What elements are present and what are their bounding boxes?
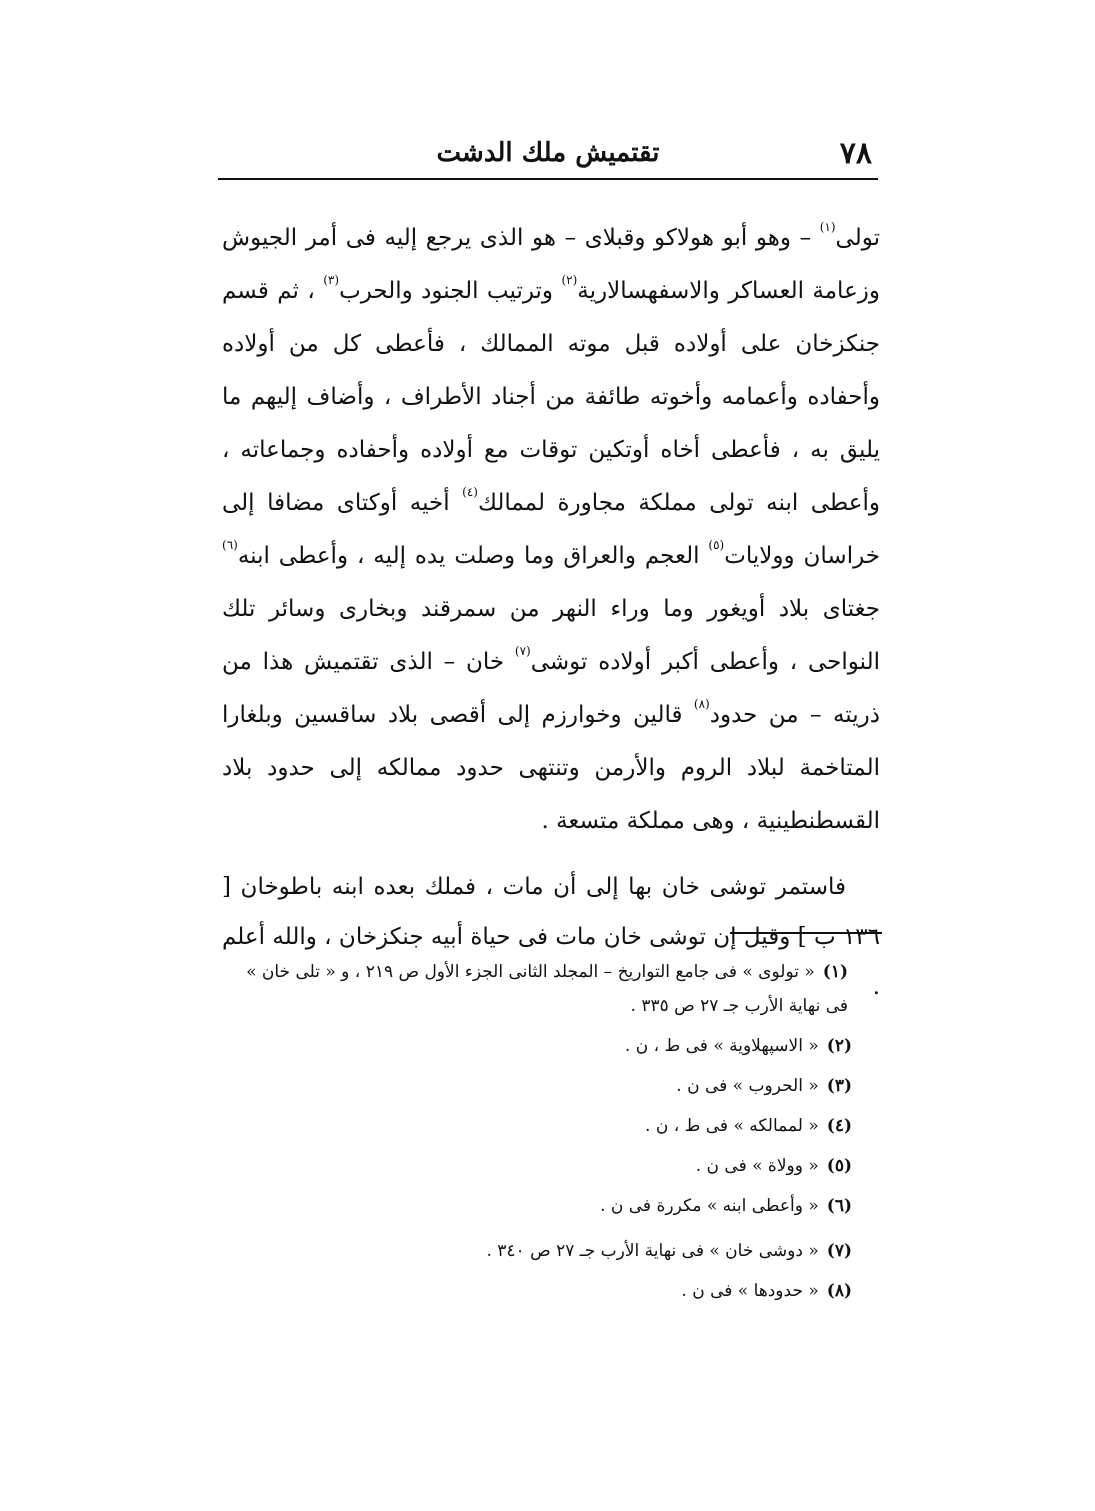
running-title: تقتميش ملك الدشت xyxy=(436,138,660,168)
footnote-ref-2: (٢) xyxy=(561,273,578,287)
main-text xyxy=(222,212,880,1012)
footnote-text: « دوشى خان » فى نهاية الأرب جـ ٢٧ ص ٣٤٠ . xyxy=(486,1241,819,1261)
footnote-text: « الحروب » فى ن . xyxy=(676,1076,819,1096)
footnote-ref-4: (٤) xyxy=(462,485,478,499)
footnote-number: (٧) xyxy=(826,1241,852,1261)
footnote-2 xyxy=(220,1031,882,1071)
footnote-text: « لممالكه » فى ط ، ن . xyxy=(645,1116,819,1136)
footnote-ref-5: (٥) xyxy=(708,538,725,552)
footnote-number: (٤) xyxy=(826,1116,852,1136)
footnote-text: « وولاة » فى ن . xyxy=(695,1156,819,1176)
footnote-ref-6: (٦) xyxy=(222,538,238,552)
footnote-text: « حدودها » فى ن . xyxy=(681,1281,819,1301)
text-segment: قالين وخوارزم إلى أقصى بلاد ساقسين وبلغارا المتاخمة لبلاد الروم والأرمن وتنتهى حدود ممالكه إلى حدود بلاد القسطنطينية ، وهى مملكة متسعة . xyxy=(222,702,880,834)
footnote-text: « الاسپهلاوية » فى ط ، ن . xyxy=(624,1036,819,1056)
page-number: ٧٨ xyxy=(839,136,872,171)
footnotes xyxy=(220,955,882,1316)
text-segment: تولى xyxy=(835,225,880,251)
footnote-ref-1: (١) xyxy=(819,220,836,234)
text-segment: جغتاى بلاد أويغور وما وراء النهر من سمرقند وبخارى وسائر تلك النواحى ، وأعطى أكبر أولاده توشى xyxy=(222,596,880,675)
footnote-4 xyxy=(220,1111,882,1151)
footnote-text: « تولوى » فى جامع التواريخ – المجلد الثانى الجزء الأول ص ٢١٩ ، و « تلى خان » فى نهاية الأرب جـ ٢٧ ص ٣٣٥ . xyxy=(246,962,848,1016)
footnote-6 xyxy=(220,1191,882,1231)
text-segment: ، ثم قسم جنكزخان على أولاده قبل موته الممالك ، فأعطى كل من أولاده وأحفاده وأعمامه وأخوته طائفة من أجناد الأطراف ، وأضاف إليهم ما يليق به ، فأعطى أخاه أوتكين توقات مع أولاده وأحفاده وجماعاته ، وأعطى ابنه تولى مملكة مجاورة لممالك xyxy=(222,278,880,516)
footnote-ref-8: (٨) xyxy=(693,697,710,711)
paragraph-1 xyxy=(222,212,880,848)
footnote-8 xyxy=(220,1276,882,1316)
footnote-number: (١) xyxy=(822,962,848,982)
paragraph-2: فاستمر توشى خان بها إلى أن مات ، فملك بعده ابنه باطوخان [ ١٣٦ ب ] وقيل إن توشى خان مات فى حياة أبيه جنكزخان ، والله أعلم . xyxy=(222,874,880,1000)
footnote-number: (٣) xyxy=(826,1076,852,1096)
text-segment: العجم والعراق وما وصلت يده إليه ، وأعطى ابنه xyxy=(237,543,709,569)
footnote-5 xyxy=(220,1151,882,1191)
footnote-rule xyxy=(730,932,882,934)
text-segment: أخيه أوكتاى مضافا إلى خراسان وولايات xyxy=(222,490,881,569)
text-segment: – وهو أبو هولاكو وقبلاى – هو الذى يرجع إليه فى أمر الجيوش وزعامة العساكر والاسفهسالارية xyxy=(222,225,881,304)
footnote-number: (٦) xyxy=(826,1196,852,1216)
footnote-7 xyxy=(220,1236,882,1276)
footnote-number: (٢) xyxy=(826,1036,852,1056)
footnote-number: (٨) xyxy=(826,1281,852,1301)
text-segment: وترتيب الجنود والحرب xyxy=(339,278,562,304)
page-header xyxy=(218,130,878,180)
text-segment: خان – الذى تقتميش هذا من ذريته – من حدود xyxy=(222,649,880,728)
footnote-3 xyxy=(220,1071,882,1111)
footnote-text: « وأعطى ابنه » مكررة فى ن . xyxy=(600,1196,819,1216)
footnote-1 xyxy=(220,955,882,1023)
header-rule xyxy=(218,178,878,180)
footnote-ref-7: (٧) xyxy=(514,644,531,658)
footnote-ref-3: (٣) xyxy=(323,273,340,287)
footnote-number: (٥) xyxy=(826,1156,852,1176)
